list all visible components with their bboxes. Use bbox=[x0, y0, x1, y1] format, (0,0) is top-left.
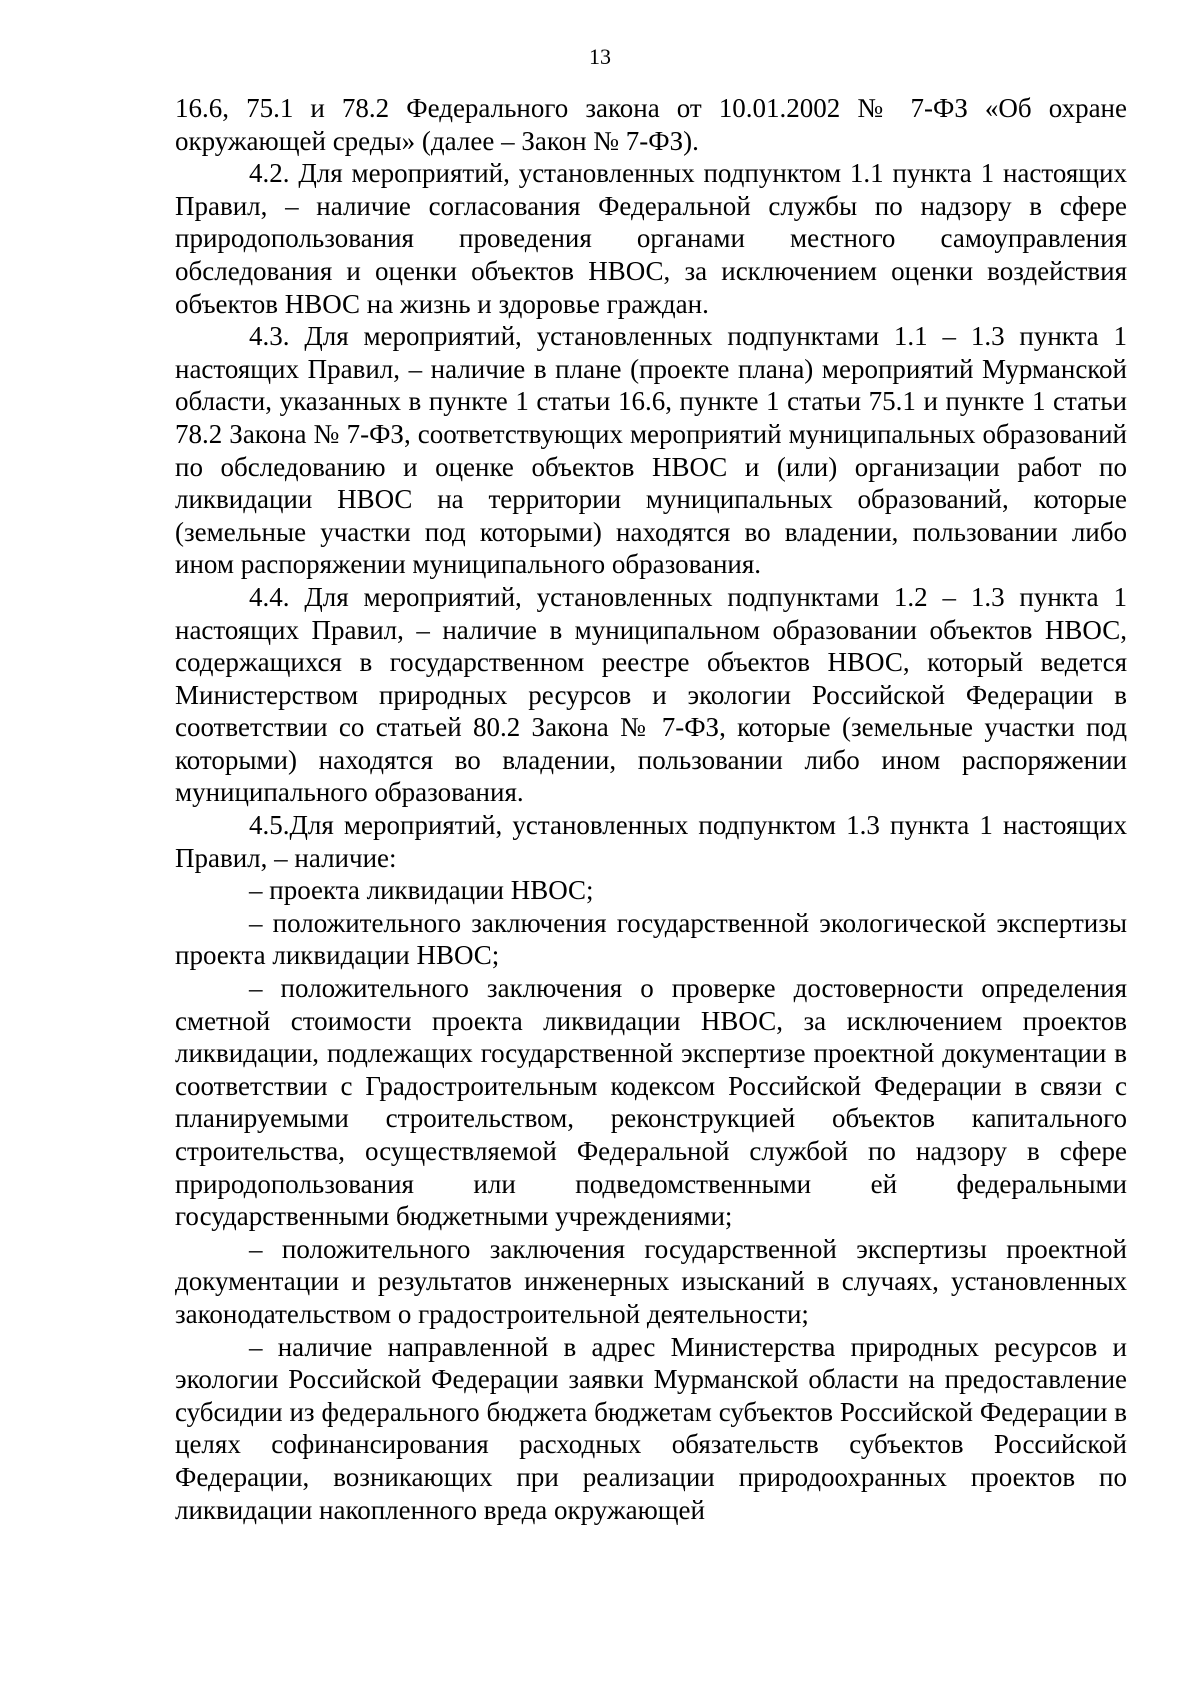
list-item-ecological-expertise: – положительного заключения государственной экологической экспертизы проекта ликвидации НВОС; bbox=[175, 907, 1127, 971]
list-item-state-expertise: – положительного заключения государственной экспертизы проектной документации и результатов инженерных изысканий в случаях, установленных законодательством о градостроительной деятельности; bbox=[175, 1233, 1127, 1329]
paragraph-4-5: 4.5.Для мероприятий, установленных подпунктом 1.3 пункта 1 настоящих Правил, – наличие: bbox=[175, 810, 1127, 873]
paragraph-continuation: 16.6, 75.1 и 78.2 Федерального закона от 10.01.2002 № 7-ФЗ «Об охране окружающей среды» (далее – Закон № 7-ФЗ). bbox=[175, 93, 1127, 156]
paragraph-4-2: 4.2. Для мероприятий, установленных подпунктом 1.1 пункта 1 настоящих Правил, – наличие согласования Федеральной службы по надзору в сфере природопользования проведения органами местного самоуправления обследования и оценки объектов НВОС, за исключением оценки воздействия объектов НВОС на жизнь и здоровье граждан. bbox=[175, 158, 1127, 319]
page-number: 13 bbox=[589, 44, 611, 69]
list-item-cost-verification: – положительного заключения о проверке достоверности определения сметной стоимости проекта ликвидации НВОС, за исключением проектов ликвидации, подлежащих государственной экспертизе проектной документации в соответствии с Градостроительным кодексом Российской Федерации в связи с планируемыми строительством, реконструкцией объектов капитального строительства, осуществляемой Федеральной службой по надзору в сфере природопользования или подведомственными ей федеральными государственными бюджетными учреждениями; bbox=[175, 973, 1127, 1232]
document-body bbox=[175, 92, 1127, 1526]
paragraph-4-4: 4.4. Для мероприятий, установленных подпунктами 1.2 – 1.3 пункта 1 настоящих Правил, – наличие в муниципальном образовании объектов НВОС, содержащихся в государственном реестре объектов НВОС, который ведется Министерством природных ресурсов и экологии Российской Федерации в соответствии со статьей 80.2 Закона № 7-ФЗ, которые (земельные участки под которыми) находятся во владении, пользовании либо ином распоряжении муниципального образования. bbox=[175, 581, 1127, 808]
paragraph-4-3: 4.3. Для мероприятий, установленных подпунктами 1.1 – 1.3 пункта 1 настоящих Правил, – наличие в плане (проекте плана) мероприятий Мурманской области, указанных в пункте 1 статьи 16.6, пункте 1 статьи 75.1 и пункте 1 статьи 78.2 Закона № 7-ФЗ, соответствующих мероприятий муниципальных образований по обследованию и оценке объектов НВОС и (или) организации работ по ликвидации НВОС на территории муниципальных образований, которые (земельные участки под которыми) находятся во владении, пользовании либо ином распоряжении муниципального образования. bbox=[175, 321, 1127, 580]
list-item-subsidy-application: – наличие направленной в адрес Министерства природных ресурсов и экологии Российской Федерации заявки Мурманской области на предоставление субсидии из федерального бюджета бюджетам субъектов Российской Федерации в целях софинансирования расходных обязательств субъектов Российской Федерации, возникающих при реализации природоохранных проектов по ликвидации накопленного вреда окружающей bbox=[175, 1331, 1127, 1525]
list-item-liquidation-project: – проекта ликвидации НВОС; bbox=[249, 875, 594, 906]
